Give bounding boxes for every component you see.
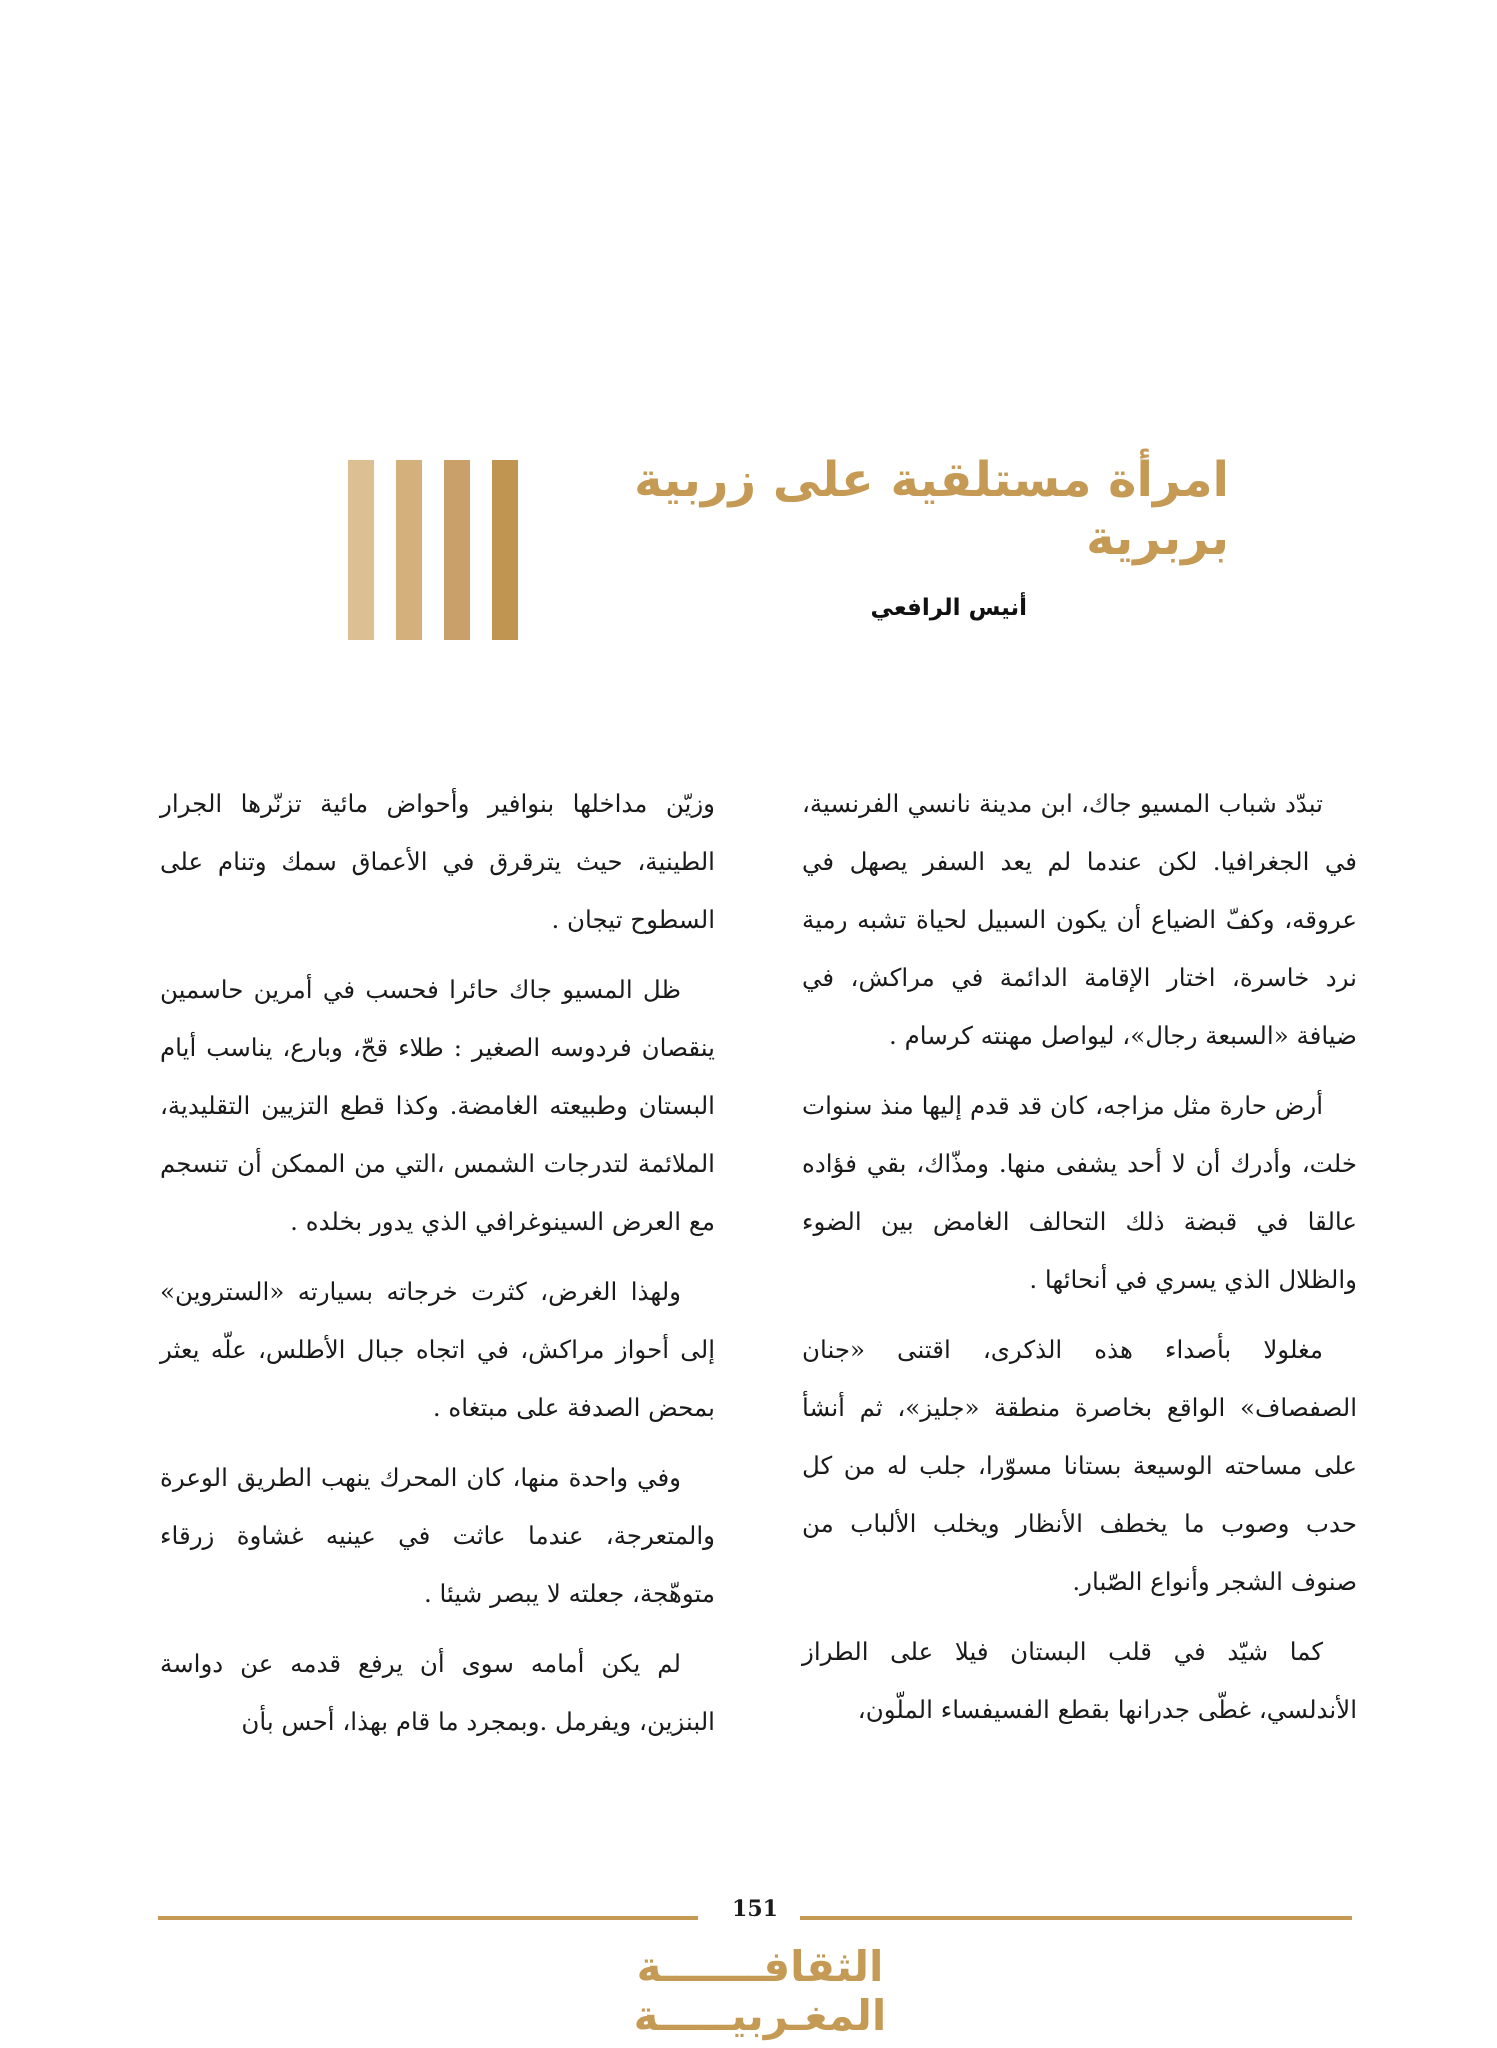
paragraph: ولهذا الغرض، كثرت خرجاته بسيارته «الستروين» إلى أحواز مراكش، في اتجاه جبال الأطلس، علّه يعثر بمحض الصدفة على مبتغاه . xyxy=(160,1277,715,1422)
footer-divider xyxy=(800,1916,1352,1920)
article-title: امرأة مستلقية على زربية بربرية xyxy=(634,452,1229,566)
page-number: 151 xyxy=(732,1896,778,1922)
paragraph: وزيّن مداخلها بنوافير وأحواض مائية تزنّرها الجرار الطينية، حيث يترقرق في الأعماق سمك وتنام على السطوح تيجان . xyxy=(160,789,715,934)
paragraph: وفي واحدة منها، كان المحرك ينهب الطريق الوعرة والمتعرجة، عندما عاثت في عينيه غشاوة زرقاء متوهّجة، جعلته لا يبصر شيئا . xyxy=(160,1463,715,1608)
paragraph: مغلولا بأصداء هذه الذكرى، اقتنى «جنان الصفصاف» الواقع بخاصرة منطقة «جليز»، ثم أنشأ على مساحته الوسيعة بستانا مسوّرا، جلب له من كل حدب وصوب ما يخطف الأنظار ويخلب الألباب من صنوف الشجر وأنواع الصّبار. xyxy=(802,1335,1357,1596)
footer-divider xyxy=(158,1916,698,1920)
decorative-bar xyxy=(492,460,518,640)
paragraph: كما شيّد في قلب البستان فيلا على الطراز الأندلسي، غطّى جدرانها بقطع الفسيفساء الملّون، xyxy=(802,1637,1357,1724)
decorative-bar xyxy=(348,460,374,640)
decorative-bar xyxy=(396,460,422,640)
paragraph: تبدّد شباب المسيو جاك، ابن مدينة نانسي الفرنسية، في الجغرافيا. لكن عندما لم يعد السفر يصهل في عروقه، وكفّ الضياع أن يكون السبيل لحياة تشبه رمية نرد خاسرة، اختار الإقامة الدائمة في مراكش، في ضيافة «السبعة رجال»، ليواصل مهنته كرسام . xyxy=(802,789,1357,1050)
article-author: أنيس الرافعي xyxy=(870,595,1027,621)
paragraph: أرض حارة مثل مزاجه، كان قد قدم إليها منذ سنوات خلت، وأدرك أن لا أحد يشفى منها. ومذّاك، بقي فؤاده عالقا في قبضة ذلك التحالف الغامض بين الضوء والظلال الذي يسري في أنحائها . xyxy=(802,1091,1357,1294)
text-column-left xyxy=(160,775,715,1763)
magazine-name: الثقافـــــــة المغـربيـــــة xyxy=(633,1942,887,2040)
text-column-right xyxy=(802,775,1357,1751)
paragraph: ظل المسيو جاك حائرا فحسب في أمرين حاسمين ينقصان فردوسه الصغير : طلاء قحّ، وبارع، يناسب أيام البستان وطبيعته الغامضة. وكذا قطع التزيين التقليدية، الملائمة لتدرجات الشمس ،التي من الممكن أن تنسجم مع العرض السينوغرافي الذي يدور بخلده . xyxy=(160,975,715,1236)
paragraph: لم يكن أمامه سوى أن يرفع قدمه عن دواسة البنزين، ويفرمل .وبمجرد ما قام بهذا، أحس بأن xyxy=(160,1649,715,1736)
decorative-bar xyxy=(444,460,470,640)
decorative-bars xyxy=(348,460,518,640)
